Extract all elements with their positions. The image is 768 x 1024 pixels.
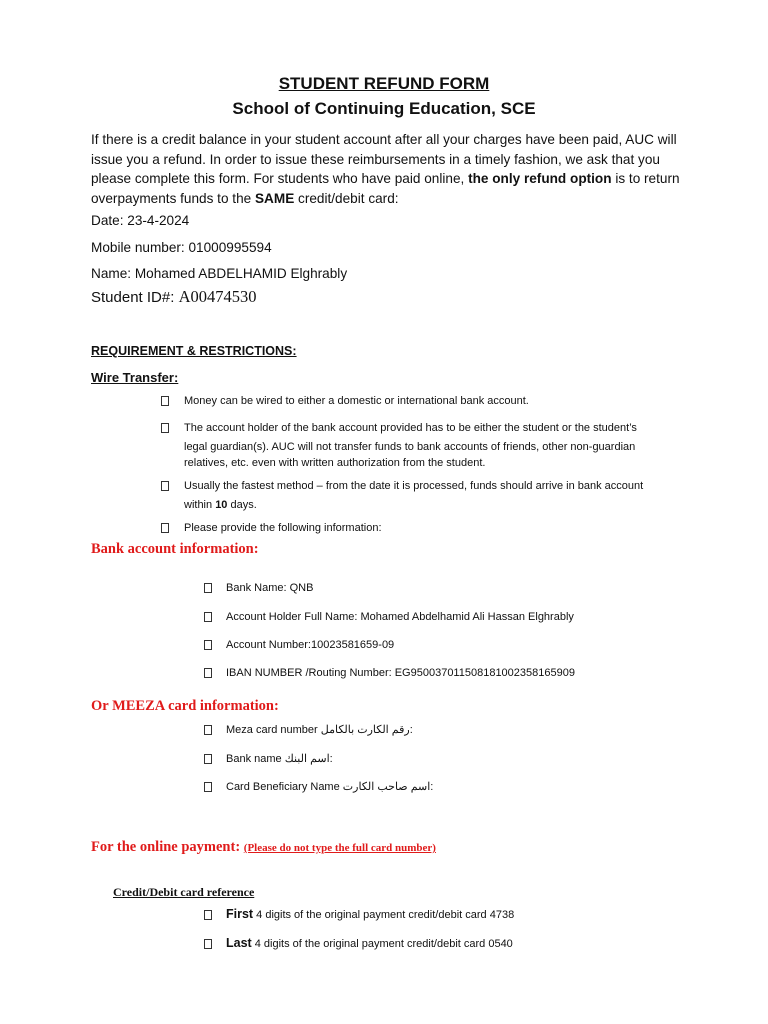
intro-text-2: is to return overpayments funds to the [91,171,680,206]
bullet-icon [161,423,169,433]
account-holder-name: Account Holder Full Name: Mohamed Abdelhamid Ali Hassan Elghrably [226,611,574,623]
online-payment-label: For the online payment: [91,839,244,855]
mobile-field: Mobile number: 01000995594 [91,240,272,255]
bullet-icon [204,939,212,949]
bullet-icon [204,910,212,920]
wire-bullet-1: Money can be wired to either a domestic or international bank account. [184,395,529,407]
bullet-icon [204,640,212,650]
account-number: Account Number:10023581659-09 [226,639,395,651]
last-label: Last [226,936,252,950]
bullet-icon [161,396,169,406]
first-digits-text: 4 digits of the original payment credit/debit card 4738 [253,909,515,921]
student-id-value: A00474530 [178,287,257,306]
bank-info-heading: Bank account information: [91,541,259,557]
within-text: within [184,499,216,511]
bullet-icon [204,782,212,792]
days-text: days. [227,499,257,511]
card-reference-heading: Credit/Debit card reference [113,885,255,899]
requirements-heading: REQUIREMENT & RESTRICTIONS: [91,344,297,358]
wire-bullet-3-line1: Usually the fastest method – from the date it is processed, funds should arrive in bank account [184,480,644,492]
card-beneficiary-name: Card Beneficiary Name اسم صاحب الكارت: [226,781,434,793]
bullet-icon [204,668,212,678]
wire-bullet-4: Please provide the following information: [184,522,382,534]
days-number: 10 [215,499,228,511]
form-subtitle: School of Continuing Education, SCE [232,99,536,118]
bullet-icon [204,612,212,622]
bullet-icon [204,583,212,593]
intro-paragraph [91,130,681,208]
first-label: First [226,907,254,921]
bullet-icon [204,725,212,735]
wire-bullet-2-line2: legal guardian(s). AUC will not transfer funds to bank accounts of friends, other non-guardian [184,441,636,453]
meza-card-number: Meza card number رقم الكارت بالكامل: [226,724,413,736]
online-payment-heading [91,838,436,856]
intro-bold-1: the only refund option [468,171,612,186]
first-digits [226,905,514,924]
wire-bullet-2-line1: The account holder of the bank account provided has to be either the student or the student’s [184,422,637,434]
intro-bold-2: SAME [254,190,295,206]
wire-transfer-heading: Wire Transfer: [91,370,179,385]
last-digits [226,934,513,953]
wire-bullet-2-line3: relatives, etc. even with written authorization from the student. [184,457,486,469]
last-digits-text: 4 digits of the original payment credit/debit card 0540 [251,938,513,950]
bullet-icon [161,481,169,491]
bullet-icon [204,754,212,764]
bullet-icon [161,523,169,533]
name-field: Name: Mohamed ABDELHAMID Elghrably [91,266,348,281]
date-field: Date: 23-4-2024 [91,213,190,228]
online-payment-note: (Please do not type the full card number) [243,842,436,854]
intro-text-3: credit/debit card: [294,190,399,206]
student-id-label: Student ID#: [91,289,179,306]
student-id-field [91,287,256,307]
meza-bank-name: Bank name اسم البنك: [226,753,333,765]
bank-name: Bank Name: QNB [226,582,314,594]
iban-number: IBAN NUMBER /Routing Number: EG950037011508181002358165909 [226,667,575,679]
wire-bullet-3-line2 [184,496,257,514]
meeza-info-heading: Or MEEZA card information: [91,698,279,714]
form-title: STUDENT REFUND FORM [278,74,490,93]
intro-text-1: If there is a credit balance in your student account after all your charges have been paid, AUC will issue you a refund. In order to issue these reimbursements in a timely fashion, we ask that you please complete this form. For students who have paid online, [91,132,677,186]
